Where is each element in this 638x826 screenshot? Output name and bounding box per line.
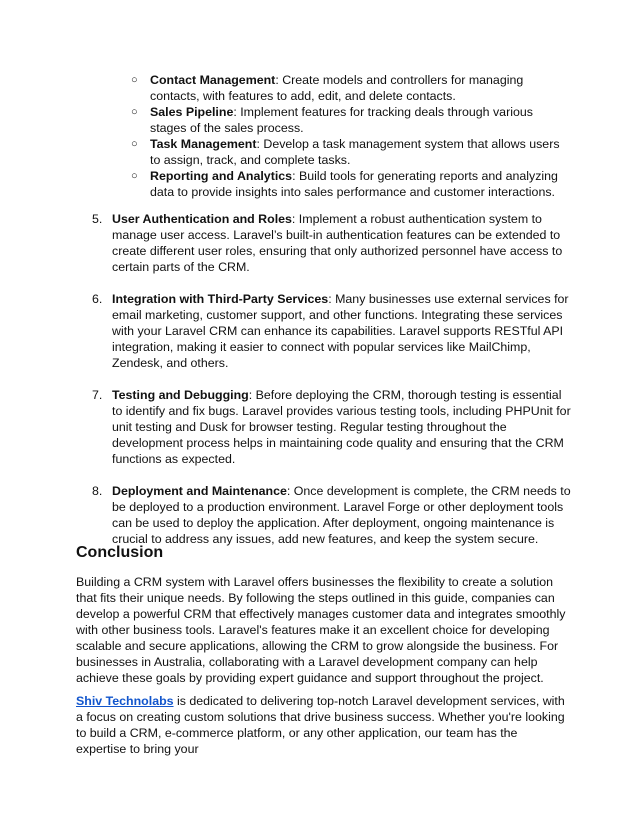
step-title: Deployment and Maintenance [112, 484, 287, 498]
item-text: : Develop a task management system that allows users to assign, track, and complete tasks. [150, 137, 560, 167]
item-text: : Build tools for generating reports and analyzing data to provide insights into sales performance and customer interactions. [150, 169, 558, 199]
list-item [131, 168, 570, 200]
circle-bullet-icon: ○ [131, 170, 138, 182]
step-title: User Authentication and Roles [112, 212, 292, 226]
item-title: Task Management [150, 137, 257, 151]
list-item [92, 483, 572, 547]
step-title: Testing and Debugging [112, 388, 249, 402]
conclusion-heading: Conclusion [76, 544, 164, 561]
step-number: 5. [92, 212, 103, 226]
item-text: : Create models and controllers for managing contacts, with features to add, edit, and delete contacts. [150, 73, 524, 103]
step-text: : Once development is complete, the CRM needs to be deployed to a production environment. Laravel Forge or other deployment tools can be used to deploy the application. After deployment, ongoing maintenance is crucial to address any issues, add new features, and keep the system secure. [112, 484, 571, 546]
crm-features-sublist [131, 72, 570, 200]
step-text: : Many businesses use external services for email marketing, customer support, and other functions. Integrating these services with your Laravel CRM can enhance its capabilities. Laravel supports RESTful API integration, making it easier to connect with popular services like MailChimp, Zendesk, and others. [112, 292, 569, 370]
item-title: Sales Pipeline [150, 105, 234, 119]
list-item [92, 291, 572, 371]
circle-bullet-icon: ○ [131, 138, 138, 150]
company-text: is dedicated to delivering top-notch Laravel development services, with a focus on creating custom solutions that drive business success. Whether you're looking to build a CRM, e-commerce platform, or any other application, our team has the expertise to bring your [76, 694, 565, 756]
step-number: 7. [92, 388, 103, 402]
list-item [92, 211, 572, 275]
company-paragraph [76, 693, 568, 757]
item-title: Contact Management [150, 73, 276, 87]
list-item [92, 387, 572, 467]
conclusion-paragraph: Building a CRM system with Laravel offers businesses the flexibility to create a solution that fits their unique needs. By following the steps outlined in this guide, companies can develop a powerful CRM that effectively manages customer data and integrates smoothly with other business tools. Laravel's features make it an excellent choice for developing scalable and secure applications, allowing the CRM to grow alongside the business. For businesses in Australia, collaborating with a Laravel development company can help achieve these goals by providing expert guidance and support throughout the project. [76, 575, 566, 685]
company-link[interactable]: Shiv Technolabs [76, 694, 174, 708]
step-number: 6. [92, 292, 103, 306]
step-number: 8. [92, 484, 103, 498]
item-text: : Implement features for tracking deals through various stages of the sales process. [150, 105, 533, 135]
circle-bullet-icon: ○ [131, 74, 138, 86]
step-text: : Implement a robust authentication system to manage user access. Laravel’s built-in authentication features can be extended to create different user roles, ensuring that only authorized personnel have access to certain parts of the CRM. [112, 212, 563, 274]
list-item [131, 104, 570, 136]
list-item [131, 136, 570, 168]
step-title: Integration with Third-Party Services [112, 292, 329, 306]
circle-bullet-icon: ○ [131, 106, 138, 118]
item-title: Reporting and Analytics [150, 169, 293, 183]
steps-list [92, 211, 572, 563]
list-item [131, 72, 570, 104]
step-text: : Before deploying the CRM, thorough testing is essential to identify and fix bugs. Laravel provides various testing tools, including PHPUnit for unit testing and Dusk for browser testing. Regular testing throughout the development process helps in maintaining code quality and ensuring that the CRM functions as expected. [112, 388, 571, 466]
